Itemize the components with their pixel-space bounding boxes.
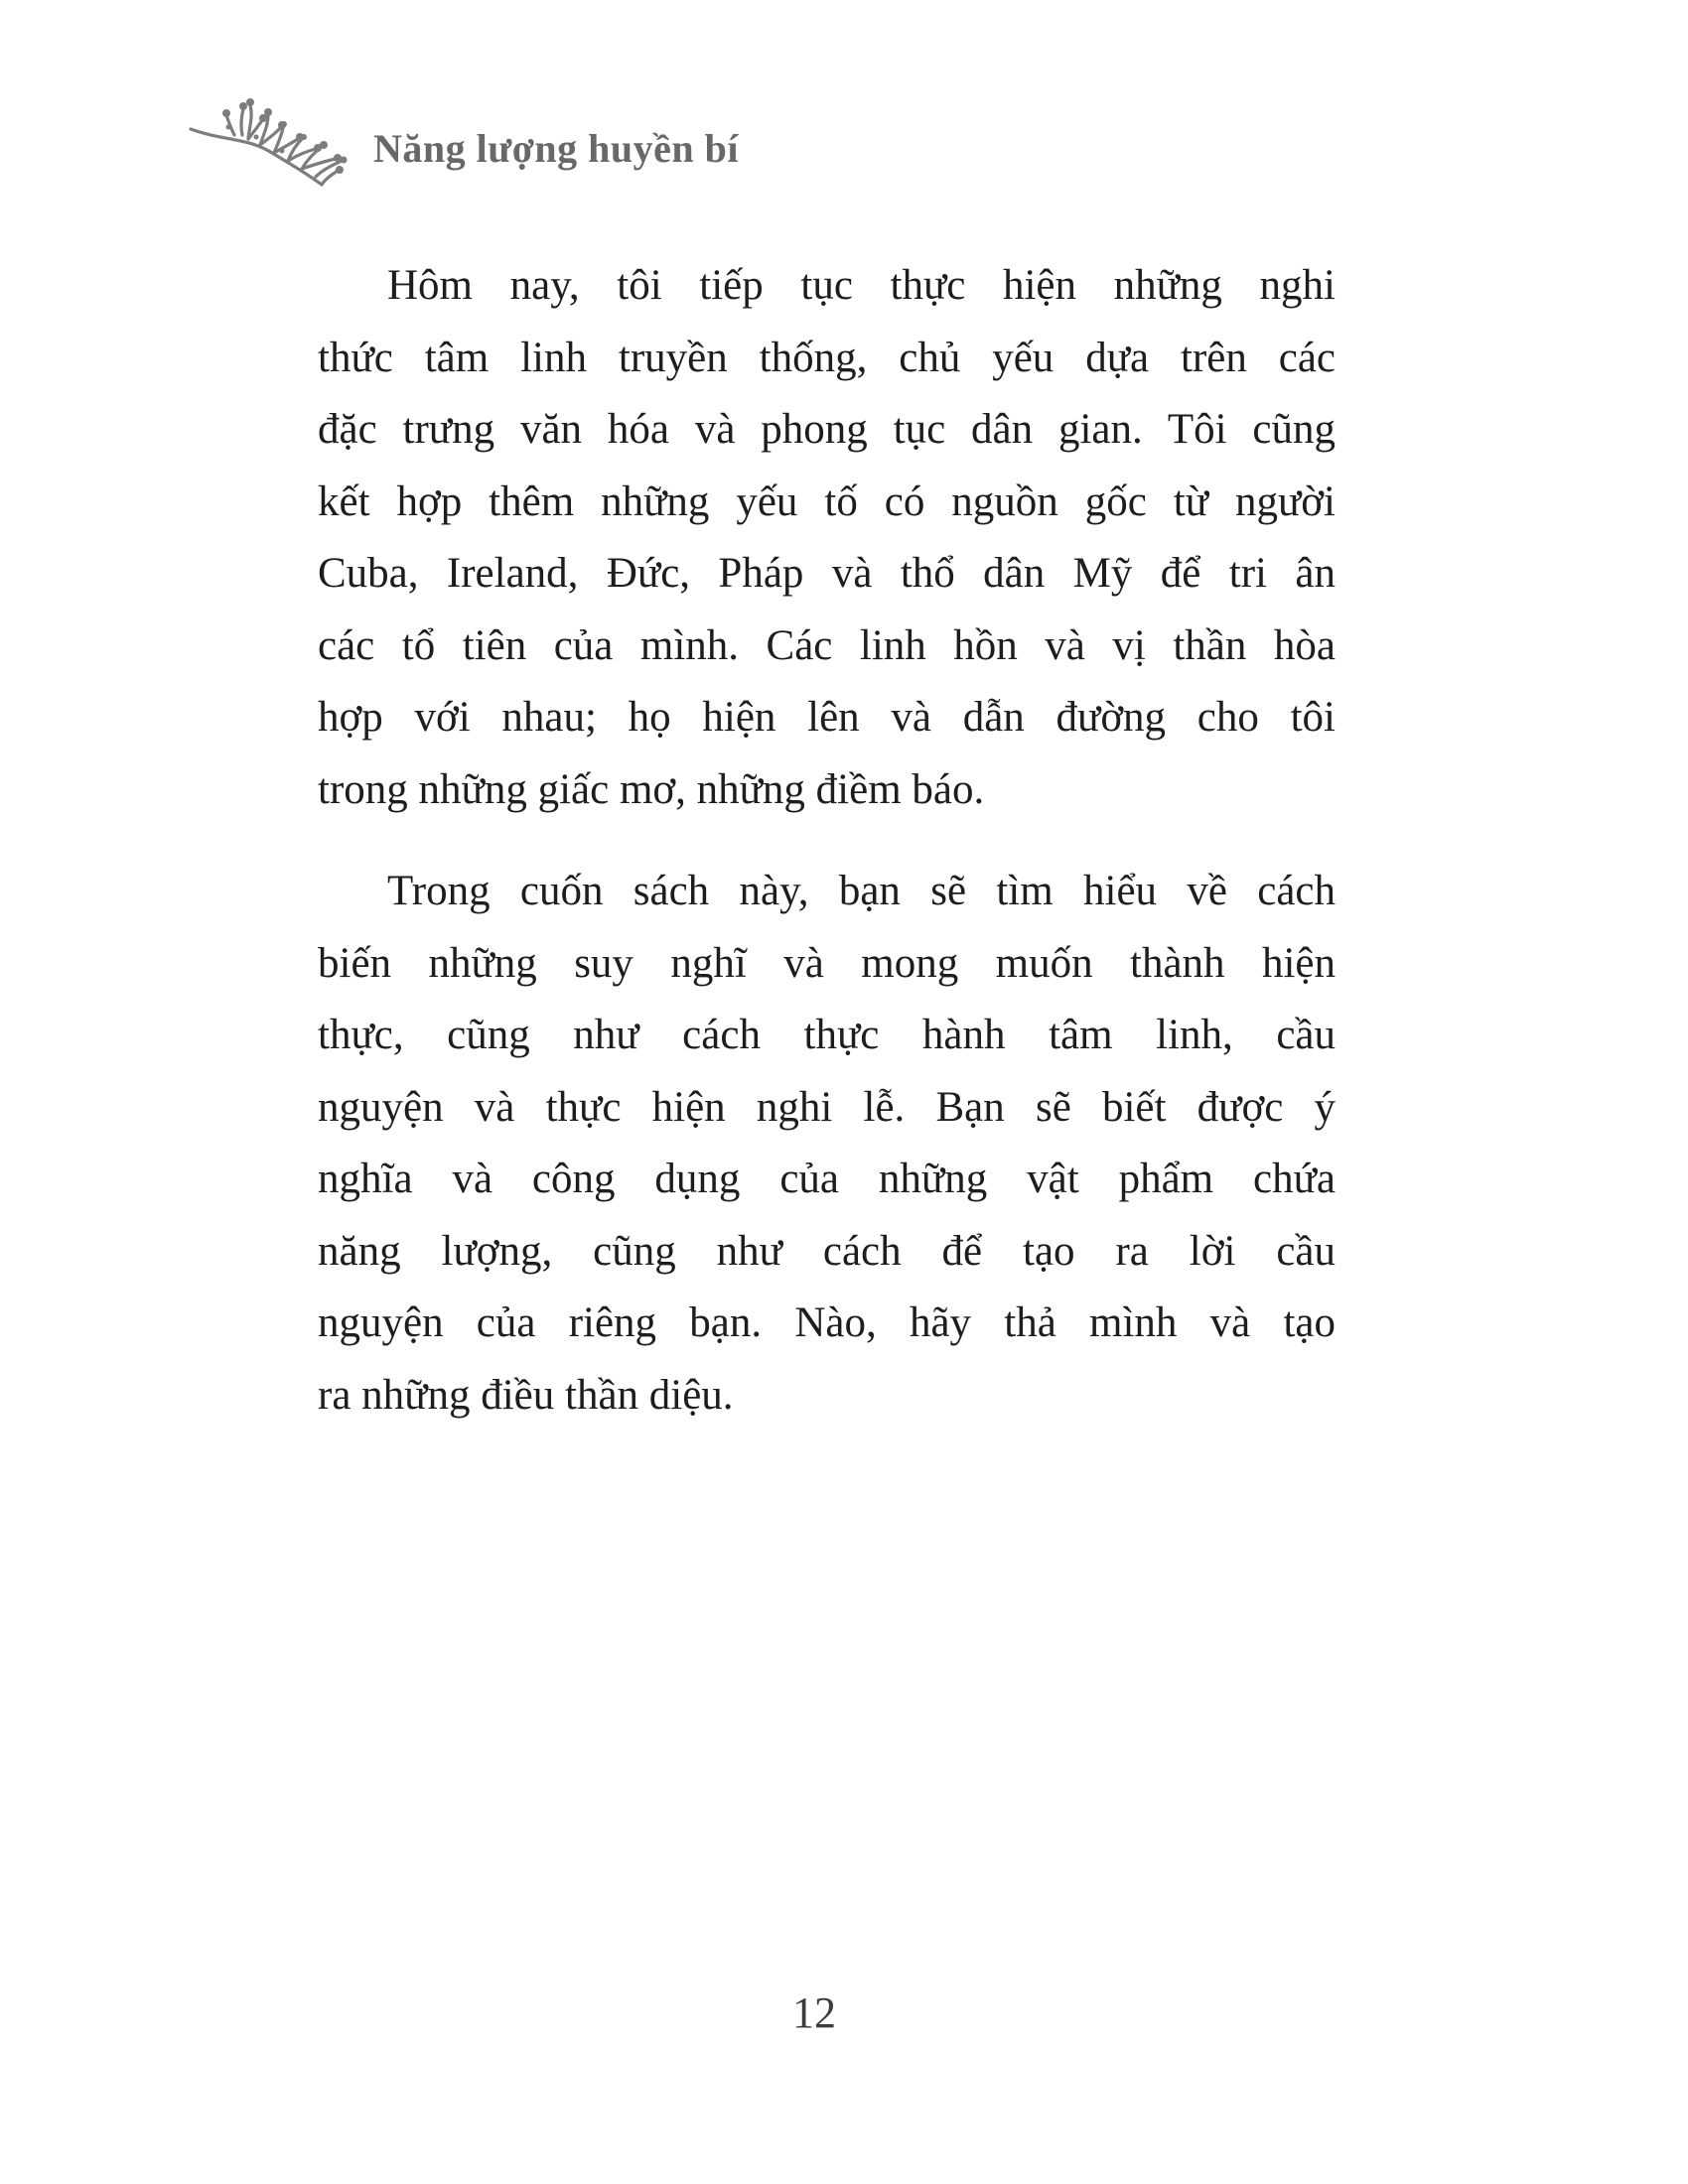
text-line: năng lượng, cũng như cách để tạo ra lời cầu bbox=[318, 1227, 1336, 1275]
text-line: nghĩa và công dụng của những vật phẩm chứa bbox=[318, 1156, 1336, 1202]
page-number: 12 bbox=[792, 1988, 836, 2037]
text-line: kết hợp thêm những yếu tố có nguồn gốc từ người bbox=[318, 478, 1336, 525]
body-text-block bbox=[318, 250, 1336, 1432]
text-line: biến những suy nghĩ và mong muốn thành hiện bbox=[318, 939, 1336, 987]
text-line: Trong cuốn sách này, bạn sẽ tìm hiểu về cách bbox=[387, 868, 1336, 914]
text-line: thực, cũng như cách thực hành tâm linh, cầu bbox=[318, 1012, 1336, 1058]
paragraph-1 bbox=[318, 250, 1336, 826]
text-line: trong những giấc mơ, những điềm báo. bbox=[318, 765, 985, 813]
text-line: Cuba, Ireland, Đức, Pháp và thổ dân Mỹ để tri ân bbox=[318, 550, 1336, 597]
branch-ornament-icon bbox=[187, 93, 357, 193]
text-line: đặc trưng văn hóa và phong tục dân gian. Tôi cũng bbox=[318, 406, 1336, 453]
text-line: Hôm nay, tôi tiếp tục thực hiện những nghi bbox=[387, 262, 1336, 309]
text-line: hợp với nhau; họ hiện lên và dẫn đường cho tôi bbox=[318, 694, 1336, 741]
text-line: thức tâm linh truyền thống, chủ yếu dựa trên các bbox=[318, 334, 1336, 381]
text-line: nguyện của riêng bạn. Nào, hãy thả mình và tạo bbox=[318, 1299, 1336, 1346]
paragraph-2 bbox=[318, 856, 1336, 1432]
text-line: các tổ tiên của mình. Các linh hồn và vị thần hòa bbox=[318, 621, 1336, 669]
text-line: ra những điều thần diệu. bbox=[318, 1371, 734, 1419]
running-header bbox=[187, 91, 739, 195]
running-header-title: Năng lượng huyền bí bbox=[373, 125, 739, 171]
text-line: nguyện và thực hiện nghi lễ. Bạn sẽ biết được ý bbox=[318, 1083, 1336, 1131]
